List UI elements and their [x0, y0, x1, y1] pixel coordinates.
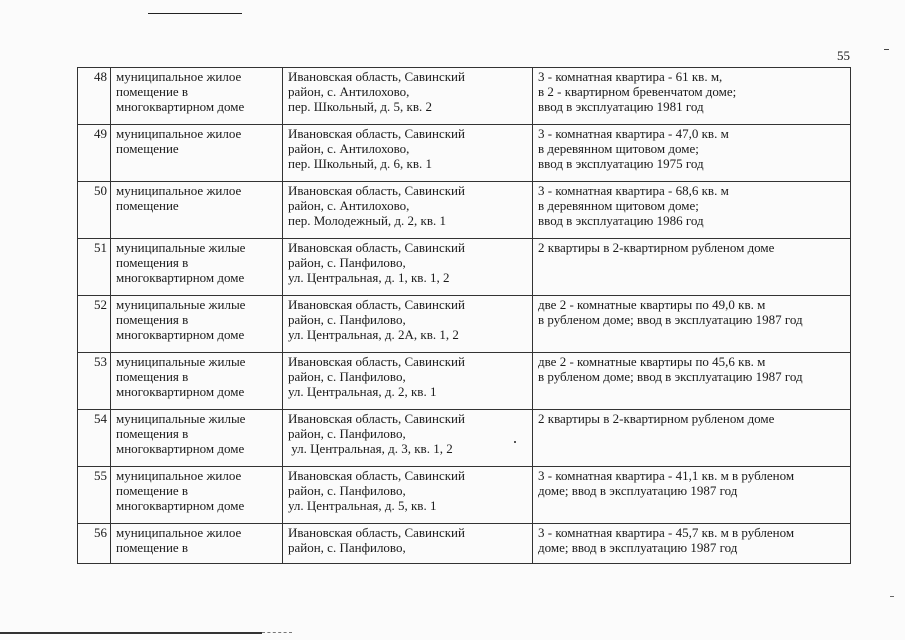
description-cell: 3 - комнатная квартира - 41,1 кв. м в рубленом доме; ввод в эксплуатацию 1987 год [533, 467, 851, 524]
property-register-table [77, 67, 851, 564]
row-number: 50 [78, 182, 111, 239]
table-row [78, 239, 851, 296]
address-cell: Ивановская область, Савинский район, с. Антилохово, пер. Школьный, д. 6, кв. 1 [283, 125, 533, 182]
row-number: 54 [78, 410, 111, 467]
description-cell: 3 - комнатная квартира - 68,6 кв. м в деревянном щитовом доме; ввод в эксплуатацию 1986 год [533, 182, 851, 239]
header-rule [148, 13, 242, 14]
table-row [78, 296, 851, 353]
address-cell: Ивановская область, Савинский район, с. Панфилово, ул. Центральная, д. 2А, кв. 1, 2 [283, 296, 533, 353]
table-row [78, 410, 851, 467]
property-type-cell: муниципальные жилые помещения в многоквартирном доме [111, 296, 283, 353]
row-number: 52 [78, 296, 111, 353]
property-type-cell: муниципальные жилые помещения в многоквартирном доме [111, 410, 283, 467]
table-row [78, 125, 851, 182]
address-cell: Ивановская область, Савинский район, с. Панфилово, ул. Центральная, д. 3, кв. 1, 2 [283, 410, 533, 467]
description-cell: 3 - комнатная квартира - 45,7 кв. м в рубленом доме; ввод в эксплуатацию 1987 год [533, 524, 851, 564]
row-number: 53 [78, 353, 111, 410]
property-type-cell: муниципальные жилые помещения в многоквартирном доме [111, 239, 283, 296]
description-cell: 2 квартиры в 2-квартирном рубленом доме [533, 410, 851, 467]
table-body [78, 68, 851, 564]
footer-rule-dashed [262, 632, 292, 633]
margin-mark [884, 49, 889, 50]
row-number: 49 [78, 125, 111, 182]
address-cell: Ивановская область, Савинский район, с. Антилохово, пер. Школьный, д. 5, кв. 2 [283, 68, 533, 125]
description-cell: 3 - комнатная квартира - 61 кв. м, в 2 - квартирном бревенчатом доме; ввод в эксплуатацию 1981 год [533, 68, 851, 125]
footer-rule [0, 632, 262, 634]
address-cell: Ивановская область, Савинский район, с. Панфилово, ул. Центральная, д. 5, кв. 1 [283, 467, 533, 524]
address-cell: Ивановская область, Савинский район, с. Панфилово, [283, 524, 533, 564]
address-cell: Ивановская область, Савинский район, с. Панфилово, ул. Центральная, д. 1, кв. 1, 2 [283, 239, 533, 296]
row-number: 48 [78, 68, 111, 125]
property-type-cell: муниципальное жилое помещение в многоквартирном доме [111, 68, 283, 125]
table-row [78, 68, 851, 125]
description-cell: 2 квартиры в 2-квартирном рубленом доме [533, 239, 851, 296]
page-number: 55 [837, 48, 850, 63]
row-number: 55 [78, 467, 111, 524]
row-number: 51 [78, 239, 111, 296]
table-row [78, 467, 851, 524]
table-row [78, 524, 851, 564]
row-number: 56 [78, 524, 111, 564]
property-type-cell: муниципальное жилое помещение в многоквартирном доме [111, 467, 283, 524]
address-cell: Ивановская область, Савинский район, с. Антилохово, пер. Молодежный, д. 2, кв. 1 [283, 182, 533, 239]
property-type-cell: муниципальные жилые помещения в многоквартирном доме [111, 353, 283, 410]
description-cell: две 2 - комнатные квартиры по 45,6 кв. м в рубленом доме; ввод в эксплуатацию 1987 год [533, 353, 851, 410]
property-type-cell: муниципальное жилое помещение в [111, 524, 283, 564]
property-type-cell: муниципальное жилое помещение [111, 125, 283, 182]
property-type-cell: муниципальное жилое помещение [111, 182, 283, 239]
table-row [78, 182, 851, 239]
address-cell: Ивановская область, Савинский район, с. Панфилово, ул. Центральная, д. 2, кв. 1 [283, 353, 533, 410]
description-cell: две 2 - комнатные квартиры по 49,0 кв. м в рубленом доме; ввод в эксплуатацию 1987 год [533, 296, 851, 353]
description-cell: 3 - комнатная квартира - 47,0 кв. м в деревянном щитовом доме; ввод в эксплуатацию 1975 год [533, 125, 851, 182]
margin-mark [890, 596, 894, 597]
table-row [78, 353, 851, 410]
